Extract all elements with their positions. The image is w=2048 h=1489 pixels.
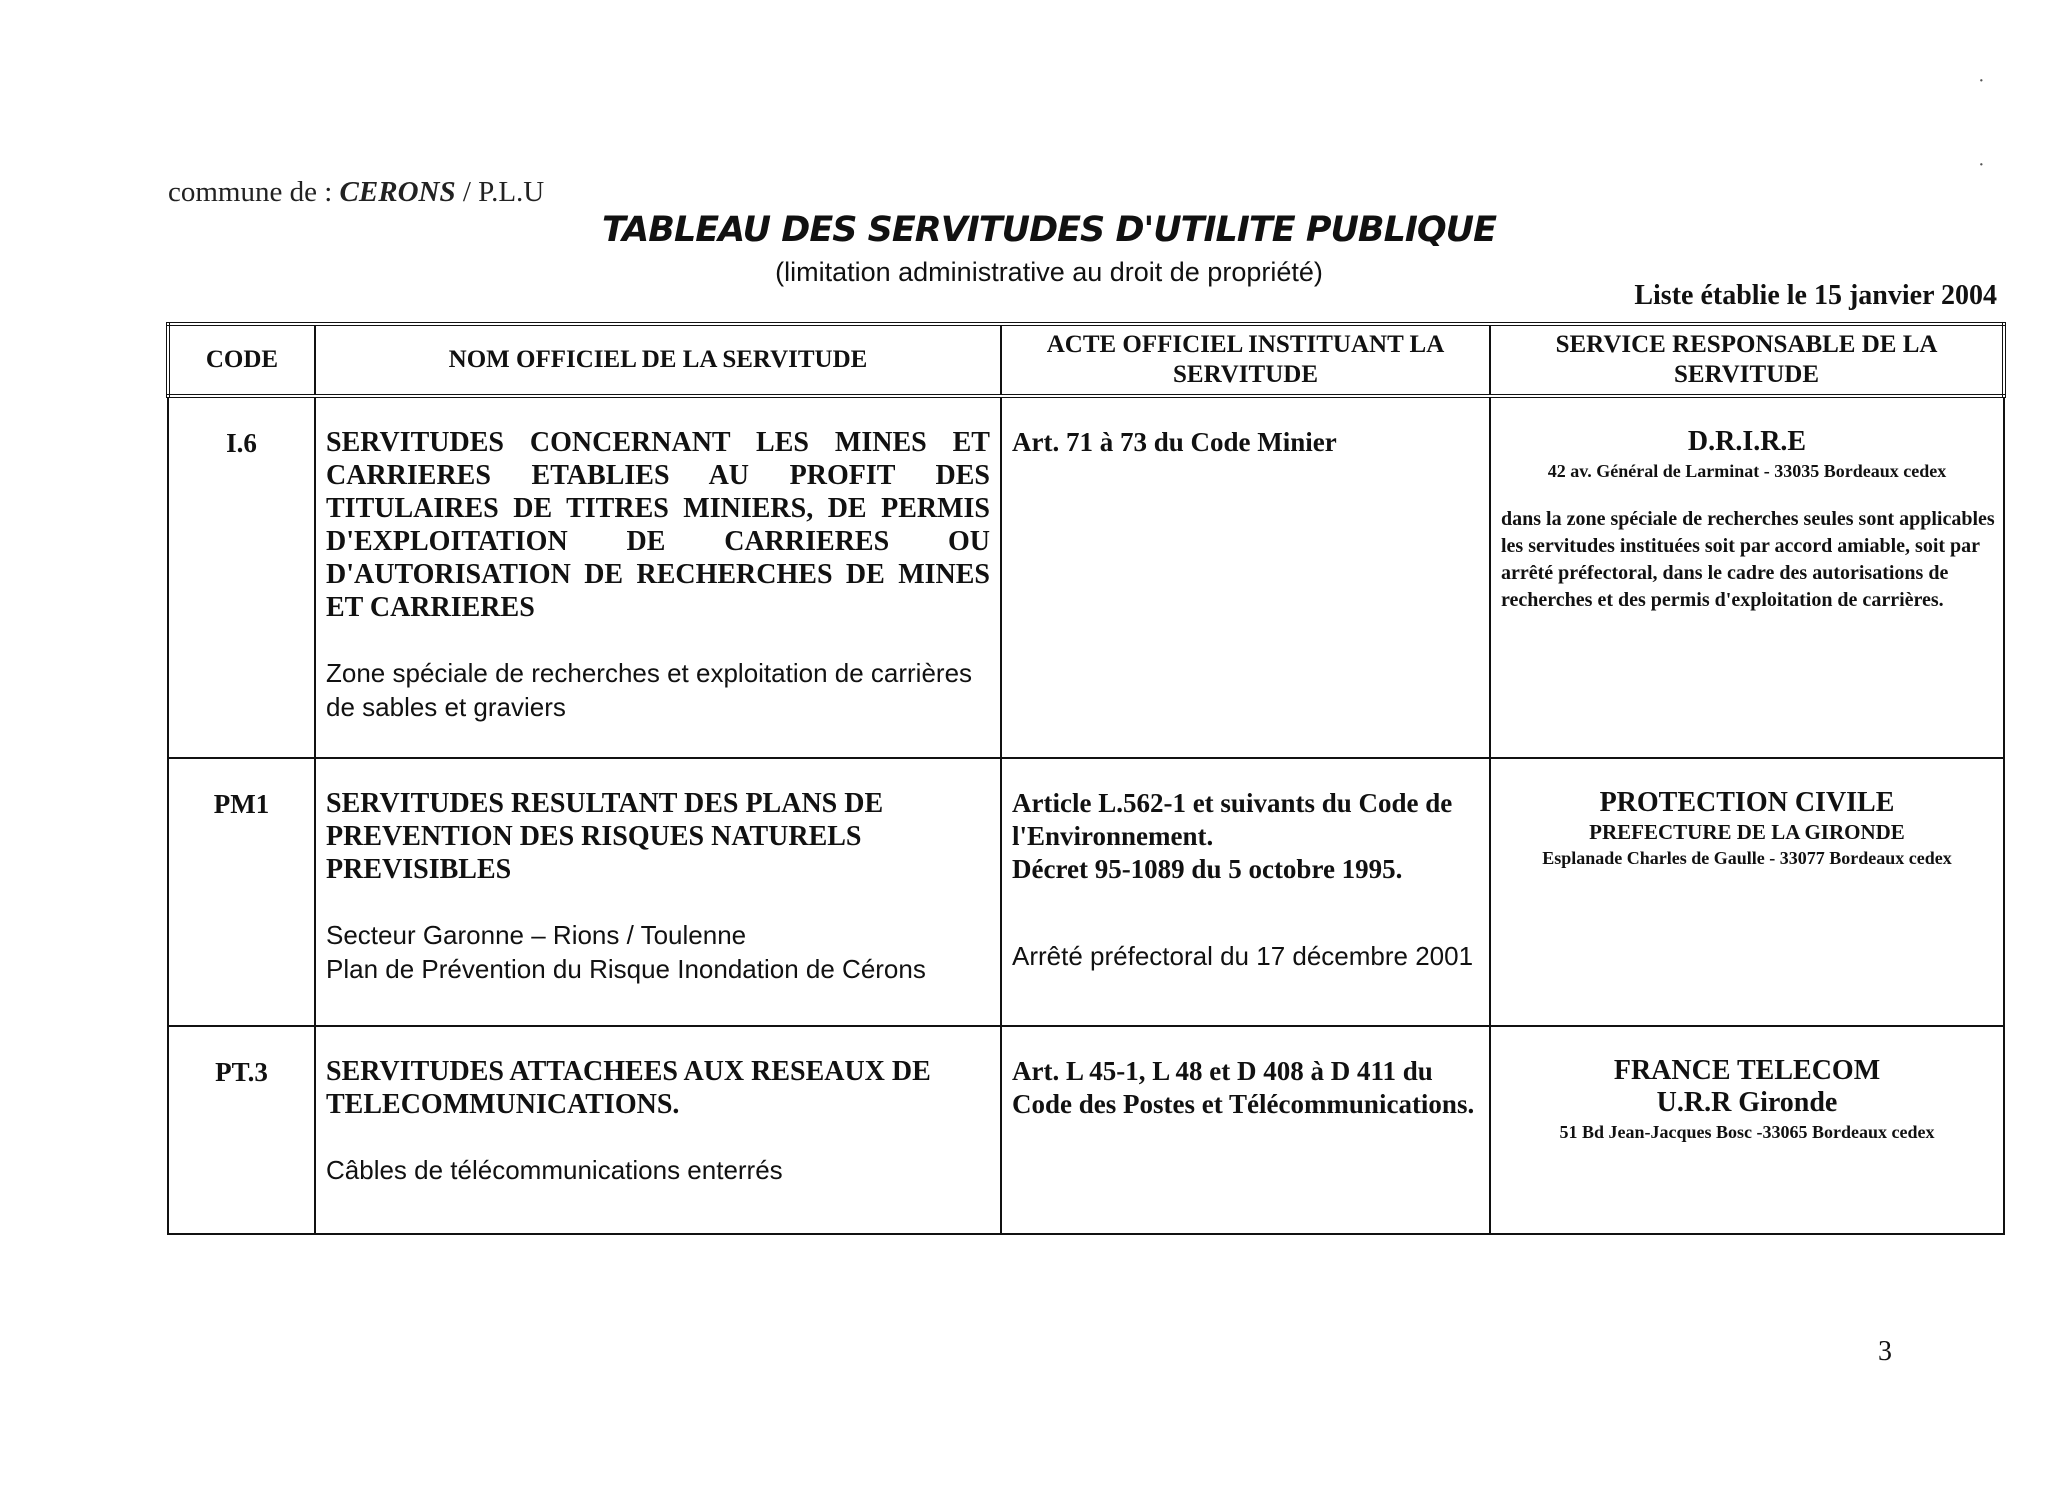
servitudes-table — [166, 322, 2006, 1235]
servitude-code: PT.3 — [168, 1026, 315, 1234]
servitude-detail: Câbles de télécommunications enterrés — [326, 1155, 783, 1185]
acte-officiel: Art. 71 à 73 du Code Minier — [1012, 427, 1337, 457]
service-address: 51 Bd Jean-Jacques Bosc -33065 Bordeaux cedex — [1559, 1122, 1935, 1142]
service-note: dans la zone spéciale de recherches seules sont applicables les servitudes instituées soit par accord amiable, soit par arrêté préfectoral, dans le cadre des autorisations de recherches et des permis d'exploitation de carrières. — [1501, 508, 1995, 611]
servitude-detail: Zone spéciale de recherches et exploitation de carrières de sables et graviers — [326, 658, 973, 722]
table-row — [168, 1026, 2004, 1234]
servitude-name-cell — [315, 1026, 1001, 1234]
service-cell — [1490, 1026, 2004, 1234]
acte-cell — [1001, 1026, 1490, 1234]
service-cell — [1490, 396, 2004, 758]
commune-prefix: commune de : — [168, 176, 333, 208]
page-number: 3 — [1878, 1336, 1892, 1367]
service-subname: PREFECTURE DE LA GIRONDE — [1589, 820, 1905, 844]
column-header-nom: NOM OFFICIEL DE LA SERVITUDE — [315, 324, 1001, 396]
service-name: PROTECTION CIVILE — [1599, 787, 1895, 818]
commune-name: CERONS — [339, 176, 456, 208]
servitude-name: SERVITUDES CONCERNANT LES MINES ET CARRIERES ETABLIES AU PROFIT DES TITULAIRES DE TITRES MINIERS, DE PERMIS D'EXPLOITATION DE CARRIERES OU D'AUTORISATION DE RECHERCHES DE MINES ET CARRIERES — [326, 427, 990, 623]
servitude-name: SERVITUDES RESULTANT DES PLANS DE PREVENTION DES RISQUES NATURELS PREVISIBLES — [326, 788, 884, 885]
servitude-name: SERVITUDES ATTACHEES AUX RESEAUX DE TELECOMMUNICATIONS. — [326, 1056, 931, 1120]
list-date: Liste établie le 15 janvier 2004 — [1634, 280, 1997, 311]
acte-extra: Arrêté préfectoral du 17 décembre 2001 — [1012, 941, 1474, 971]
service-name: D.R.I.R.E — [1687, 426, 1807, 457]
acte-cell — [1001, 758, 1490, 1026]
servitude-code: PM1 — [168, 758, 315, 1026]
service-name: FRANCE TELECOM U.R.R Gironde — [1613, 1055, 1881, 1118]
document-title: TABLEAU DES SERVITUDES D'UTILITE PUBLIQUE — [602, 210, 1496, 250]
scan-speck: · — [1978, 70, 1985, 92]
service-cell — [1490, 758, 2004, 1026]
column-header-code: CODE — [168, 324, 315, 396]
column-header-acte: ACTE OFFICIEL INSTITUANT LA SERVITUDE — [1001, 324, 1490, 396]
acte-officiel: Art. L 45-1, L 48 et D 408 à D 411 du Code des Postes et Télécommunications. — [1012, 1056, 1475, 1119]
service-address: 42 av. Général de Larminat - 33035 Bordeaux cedex — [1547, 461, 1947, 481]
table-row — [168, 758, 2004, 1026]
servitude-detail: Secteur Garonne – Rions / Toulenne Plan de Prévention du Risque Inondation de Cérons — [326, 920, 926, 984]
column-header-service: SERVICE RESPONSABLE DE LA SERVITUDE — [1490, 324, 2004, 396]
document-subtitle: (limitation administrative au droit de propriété) — [775, 257, 1323, 287]
commune-line — [168, 176, 544, 209]
table-row — [168, 396, 2004, 758]
acte-officiel: Article L.562-1 et suivants du Code de l'Environnement. Décret 95-1089 du 5 octobre 1995. — [1012, 788, 1453, 884]
servitude-name-cell — [315, 758, 1001, 1026]
table-header-row — [168, 324, 2004, 396]
commune-suffix: / P.L.U — [462, 176, 545, 208]
acte-cell — [1001, 396, 1490, 758]
scan-speck: · — [1978, 154, 1985, 176]
servitude-name-cell — [315, 396, 1001, 758]
service-address: Esplanade Charles de Gaulle - 33077 Bordeaux cedex — [1542, 848, 1952, 868]
servitude-code: I.6 — [168, 396, 315, 758]
